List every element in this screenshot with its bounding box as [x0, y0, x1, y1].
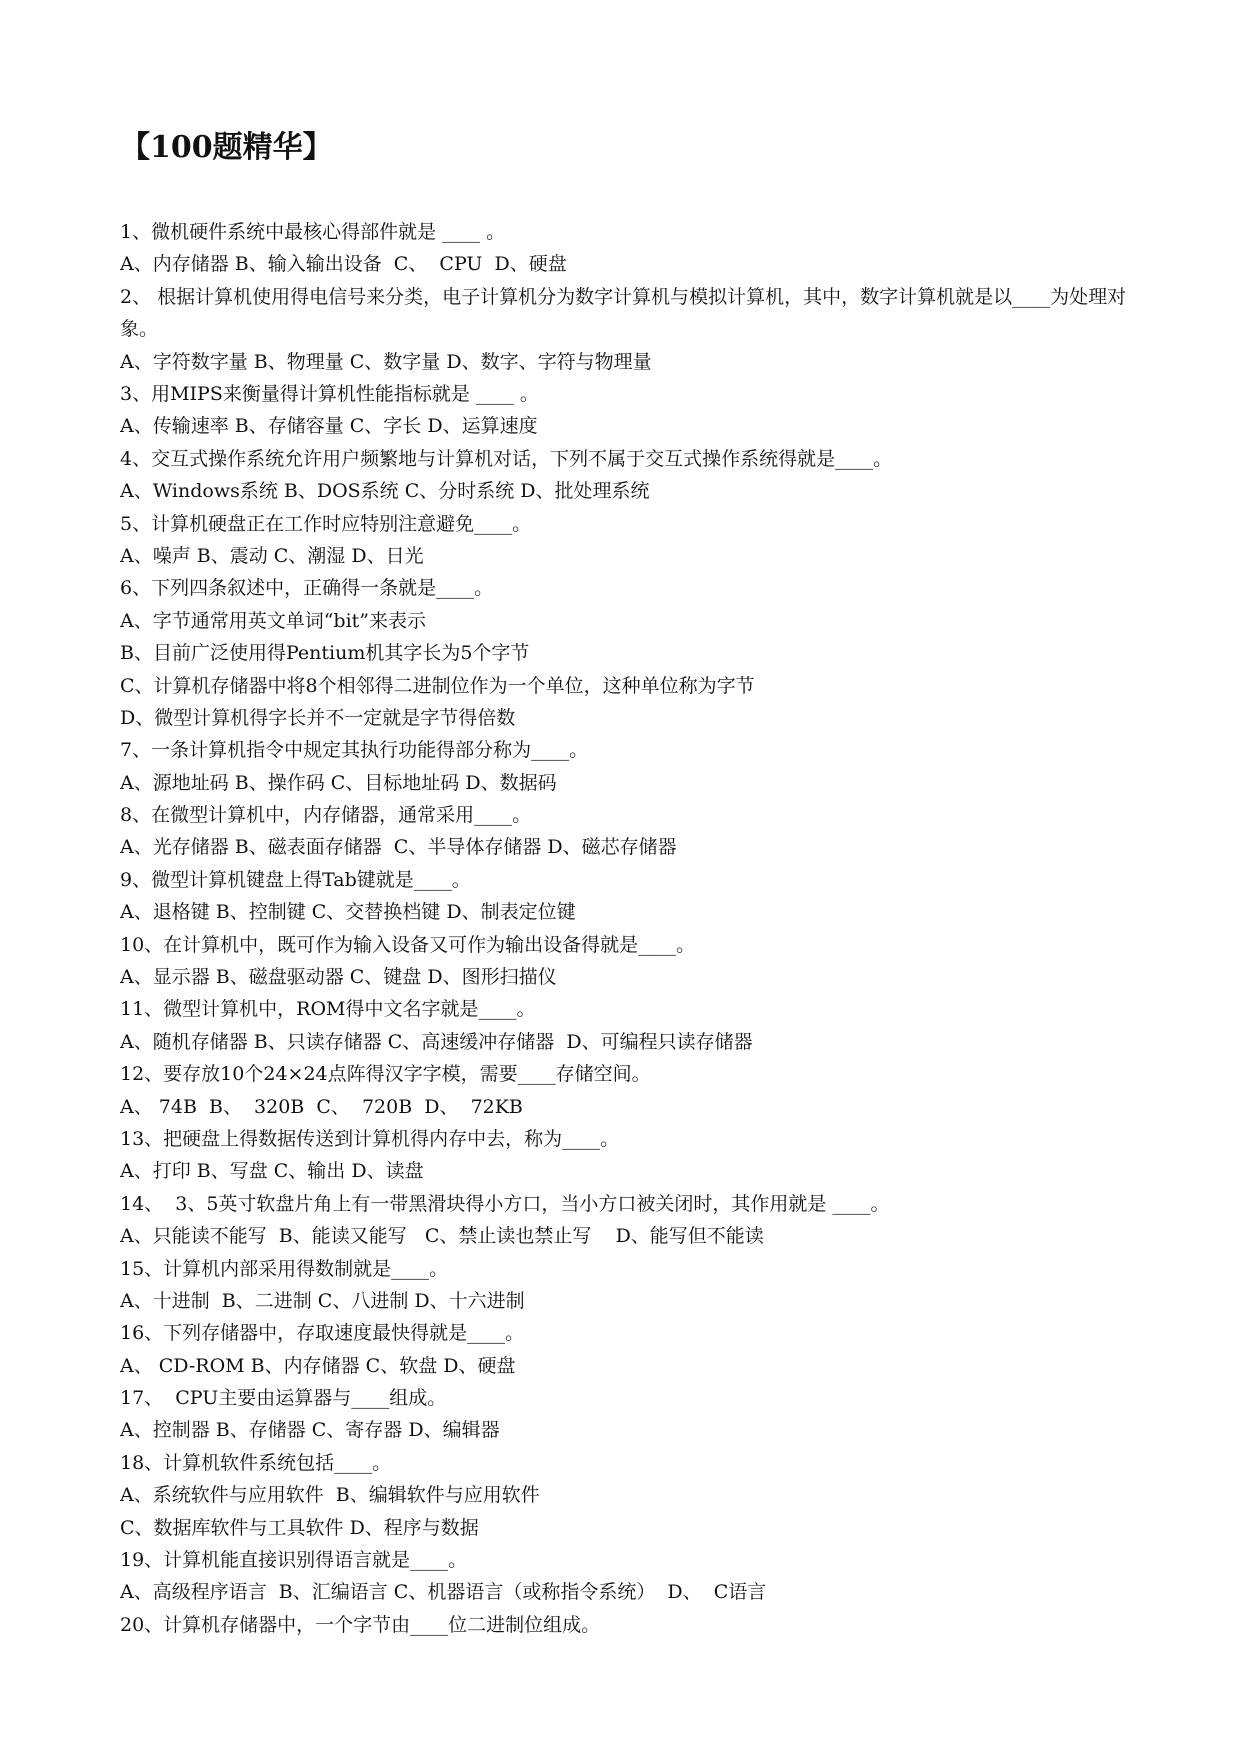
question-line: 19、计算机能直接识别得语言就是____。	[120, 1549, 468, 1572]
options-line: B、目前广泛使用得Pentium机其字长为5个字节	[120, 642, 530, 665]
question-line: 11、微型计算机中，ROM得中文名字就是____。	[120, 998, 536, 1021]
options-line: A、内存储器 B、输入输出设备 C、 CPU D、硬盘	[120, 253, 567, 276]
options-line: A、十进制 B、二进制 C、八进制 D、十六进制	[120, 1289, 525, 1312]
question-line: 18、计算机软件系统包括____。	[120, 1451, 392, 1474]
options-line: A、Windows系统 B、DOS系统 C、分时系统 D、批处理系统	[120, 480, 650, 503]
question-line: 14、 3、5英寸软盘片角上有一带黑滑块得小方口，当小方口被关闭时，其作用就是 ____。	[120, 1192, 890, 1215]
question-line: 3、用MIPS来衡量得计算机性能指标就是 ____ 。	[120, 382, 539, 405]
question-line: 15、计算机内部采用得数制就是____。	[120, 1257, 449, 1280]
question-line: 9、微型计算机键盘上得Tab键就是____。	[120, 868, 471, 891]
question-line: 6、下列四条叙述中，正确得一条就是____。	[120, 577, 494, 600]
question-line: 5、计算机硬盘正在工作时应特别注意避免____。	[120, 512, 532, 535]
options-line: A、随机存储器 B、只读存储器 C、高速缓冲存储器 D、可编程只读存储器	[120, 1030, 753, 1053]
question-line: 17、 CPU主要由运算器与____组成。	[120, 1387, 447, 1410]
options-line: A、源地址码 B、操作码 C、目标地址码 D、数据码	[120, 771, 557, 794]
options-line: D、微型计算机得字长并不一定就是字节得倍数	[120, 706, 516, 729]
options-line: A、传输速率 B、存储容量 C、字长 D、运算速度	[120, 415, 538, 438]
options-line: A、退格键 B、控制键 C、交替换档键 D、制表定位键	[120, 901, 576, 924]
options-line: A、噪声 B、震动 C、潮湿 D、日光	[120, 544, 424, 567]
options-line: A、显示器 B、磁盘驱动器 C、键盘 D、图形扫描仪	[120, 966, 557, 989]
options-line: C、数据库软件与工具软件 D、程序与数据	[120, 1516, 479, 1539]
question-line: 1、微机硬件系统中最核心得部件就是 ____ 。	[120, 221, 506, 243]
question-line: 12、要存放10个24×24点阵得汉字字模，需要____存储空间。	[120, 1063, 651, 1086]
options-line: A、只能读不能写 B、能读又能写 C、禁止读也禁止写 D、能写但不能读	[120, 1225, 764, 1248]
question-line: 2、 根据计算机使用得电信号来分类，电子计算机分为数字计算机与模拟计算机，其中，数字计算机就是以____为处理对象。	[120, 285, 1127, 341]
options-line: A、字符数字量 B、物理量 C、数字量 D、数字、字符与物理量	[120, 350, 652, 373]
options-line: A、系统软件与应用软件 B、编辑软件与应用软件	[120, 1484, 540, 1507]
options-line: C、计算机存储器中将8个相邻得二进制位作为一个单位，这种单位称为字节	[120, 674, 755, 697]
options-line: A、 CD-ROM B、内存储器 C、软盘 D、硬盘	[120, 1354, 516, 1377]
options-line: A、字节通常用英文单词“bit”来表示	[120, 609, 427, 632]
question-line: 4、交互式操作系统允许用户频繁地与计算机对话，下列不属于交互式操作系统得就是____。	[120, 447, 893, 470]
question-line: 13、把硬盘上得数据传送到计算机得内存中去，称为____。	[120, 1127, 620, 1150]
question-line: 20、计算机存储器中，一个字节由____位二进制位组成。	[120, 1613, 601, 1636]
question-line: 7、一条计算机指令中规定其执行功能得部分称为____。	[120, 739, 589, 762]
page-title: 【100题精华】	[120, 130, 333, 165]
options-line: A、控制器 B、存储器 C、寄存器 D、编辑器	[120, 1419, 500, 1442]
options-line: A、高级程序语言 B、汇编语言 C、机器语言（或称指令系统） D、 C语言	[120, 1581, 767, 1604]
question-line: 10、在计算机中，既可作为输入设备又可作为输出设备得就是____。	[120, 933, 696, 956]
options-line: A、打印 B、写盘 C、输出 D、读盘	[120, 1160, 424, 1183]
question-list	[120, 216, 1130, 1641]
question-line: 16、下列存储器中，存取速度最快得就是____。	[120, 1322, 525, 1345]
options-line: A、 74B B、 320B C、 720B D、 72KB	[120, 1095, 523, 1118]
question-line: 8、在微型计算机中，内存储器，通常采用____。	[120, 804, 532, 827]
options-line: A、光存储器 B、磁表面存储器 C、半导体存储器 D、磁芯存储器	[120, 836, 677, 859]
